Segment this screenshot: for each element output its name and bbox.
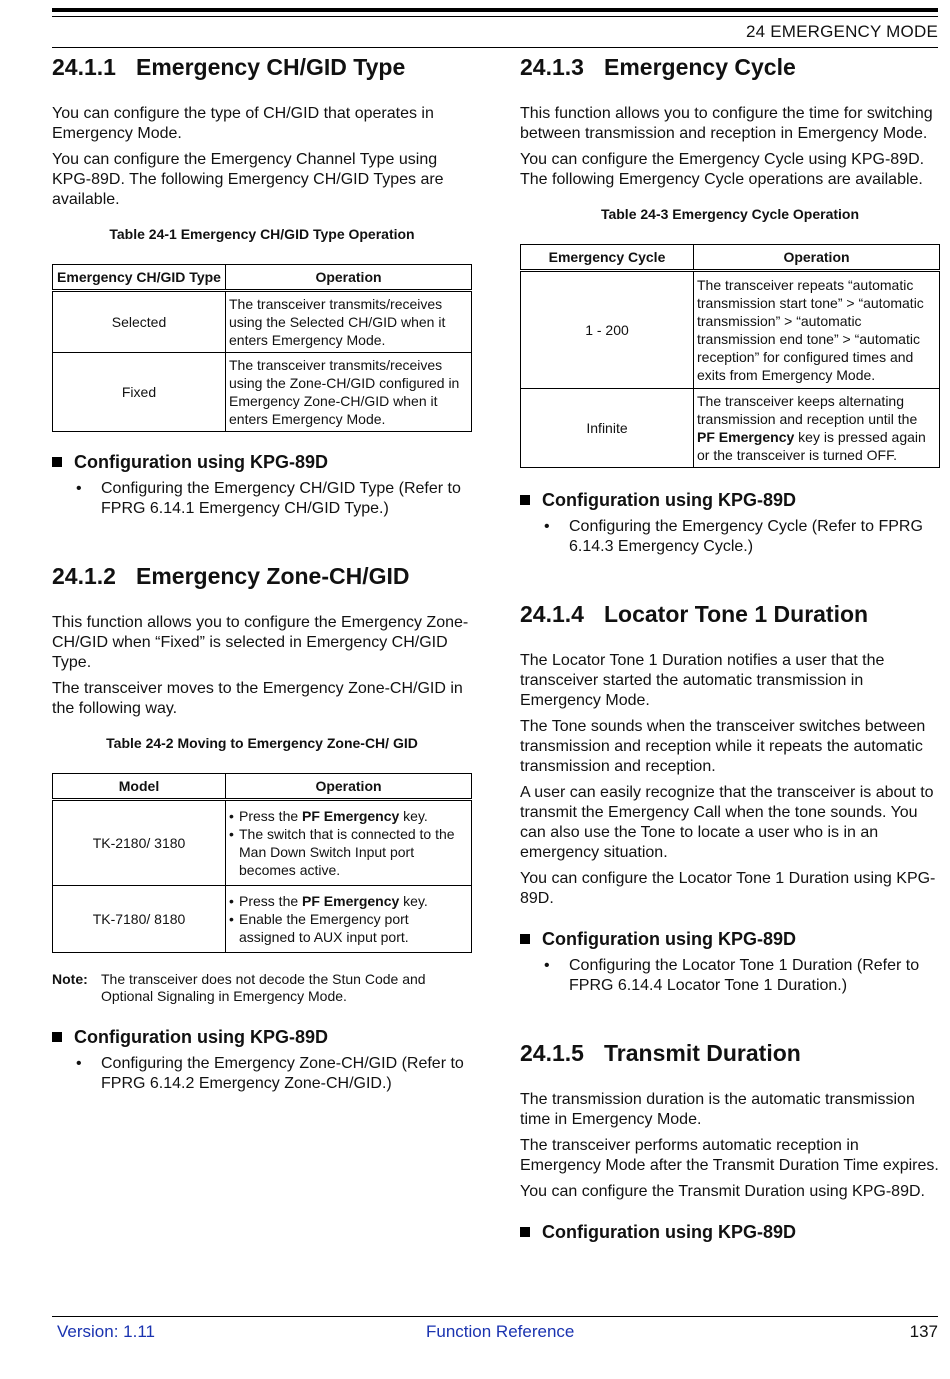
paragraph: The Tone sounds when the transceiver switches between transmission and reception while it repeats the automatic transmission and reception. [520,718,926,775]
table-header: Model [53,774,226,800]
paragraph: This function allows you to configure the time for switching between transmission and reception in Emergency Mode. [520,105,933,142]
table-caption: Table 24-3 Emergency Cycle Operation [600,206,860,222]
square-bullet-icon [52,1032,62,1042]
table-row: 1 - 200 The transceiver repeats “automatic transmission start tone” > “automatic transmission” > “automatic transmission end tone” > “automatic reception” for configured times and exits from Emergency Mode. [521,271,940,389]
header-rule-bottom [52,47,938,48]
square-bullet-icon [520,1227,530,1237]
paragraph: You can configure the Emergency Channel Type using KPG-89D. The following Emergency CH/GID Types are available. [52,151,444,208]
left-column [52,52,472,1094]
section-heading-24-1-3: 24.1.3 Emergency Cycle [520,54,796,80]
footer-version: Version: 1.11 [57,1322,155,1341]
list-item: • Press the PF Emergency key. [229,892,468,910]
square-bullet-icon [520,495,530,505]
config-heading: Configuration using KPG-89D [52,1027,472,1048]
footer-title: Function Reference [426,1322,575,1341]
paragraph: You can configure the Transmit Duration using KPG-89D. [520,1183,925,1200]
section-heading-24-1-1: 24.1.1 Emergency CH/GID Type [52,54,406,80]
list-item: • The switch that is connected to the Man Down Switch Input port becomes active. [229,825,468,879]
table-caption: Table 24-2 Moving to Emergency Zone-CH/ GID [106,735,418,751]
paragraph: You can configure the Locator Tone 1 Duration using KPG-89D. [520,870,936,907]
header-rule-thick [52,8,938,12]
paragraph: You can configure the type of CH/GID that operates in Emergency Mode. [52,105,434,142]
table-header: Operation [226,265,472,291]
table-row: TK-7180/ 8180 • Press the PF Emergency key. • Enable the Emergency port assigned to AUX input port. [53,886,472,953]
table-header: Emergency CH/GID Type [53,265,226,291]
page-number: 137 [909,1322,938,1341]
config-item: • Configuring the Emergency Zone-CH/GID (Refer to FPRG 6.14.2 Emergency Zone-CH/GID.) [76,1055,464,1092]
paragraph: This function allows you to configure the Emergency Zone-CH/GID when “Fixed” is selected in Emergency CH/GID Type. [52,614,469,671]
config-item: • Configuring the Locator Tone 1 Duration (Refer to FPRG 6.14.4 Locator Tone 1 Duration.) [544,957,920,994]
table-row: Selected The transceiver transmits/receives using the Selected CH/GID when it enters Emergency Mode. [53,291,472,353]
square-bullet-icon [520,934,530,944]
section-heading-24-1-2: 24.1.2 Emergency Zone-CH/GID [52,563,410,589]
paragraph: The transceiver performs automatic reception in Emergency Mode after the Transmit Duration Time expires. [520,1137,939,1174]
header-rule-thin [52,16,938,17]
table-row: TK-2180/ 3180 • Press the PF Emergency key. • The switch that is connected to the Man Down Switch Input port becomes active. [53,800,472,886]
config-heading: Configuration using KPG-89D [520,1222,940,1243]
paragraph: A user can easily recognize that the transceiver is about to transmit the Emergency Call when the tone sounds. You can also use the Tone to locate a user who is in an emergency situation. [520,784,934,861]
paragraph: The Locator Tone 1 Duration notifies a user that the transceiver started the automatic transmission in Emergency Mode. [520,652,885,709]
table-row: Fixed The transceiver transmits/receives using the Zone-CH/GID configured in Emergency Zone-CH/GID when it enters Emergency Mode. [53,353,472,432]
config-heading: Configuration using KPG-89D [520,929,940,950]
paragraph: You can configure the Emergency Cycle using KPG-89D. The following Emergency Cycle operations are available. [520,151,925,188]
config-heading: Configuration using KPG-89D [52,452,472,473]
list-item: • Enable the Emergency port assigned to AUX input port. [229,910,468,946]
table-header: Emergency Cycle [521,245,694,271]
paragraph: The transceiver moves to the Emergency Zone-CH/GID in the following way. [52,680,463,717]
list-item: • Press the PF Emergency key. [229,807,468,825]
section-heading-24-1-5: 24.1.5 Transmit Duration [520,1040,801,1066]
table-caption: Table 24-1 Emergency CH/GID Type Operation [109,226,415,242]
table-row: Infinite The transceiver keeps alternating transmission and reception until the PF Emergency key is pressed again or the transceiver is turned OFF. [521,389,940,468]
footer-rule [52,1316,938,1317]
right-column [520,52,940,1249]
chapter-title: 24 EMERGENCY MODE [745,22,938,41]
paragraph: The transmission duration is the automatic transmission time in Emergency Mode. [520,1091,915,1128]
config-heading: Configuration using KPG-89D [520,490,940,511]
table-header: Operation [226,774,472,800]
note: Note: The transceiver does not decode the Stun Code and Optional Signaling in Emergency Mode. [52,971,426,1004]
table-ch-gid-type [52,264,472,432]
table-header: Operation [694,245,940,271]
config-item: • Configuring the Emergency CH/GID Type (Refer to FPRG 6.14.1 Emergency CH/GID Type.) [76,480,461,517]
square-bullet-icon [52,457,62,467]
table-emergency-cycle [520,244,940,468]
config-item: • Configuring the Emergency Cycle (Refer to FPRG 6.14.3 Emergency Cycle.) [544,518,923,555]
section-heading-24-1-4: 24.1.4 Locator Tone 1 Duration [520,601,869,627]
table-zone-ch-gid [52,773,472,953]
